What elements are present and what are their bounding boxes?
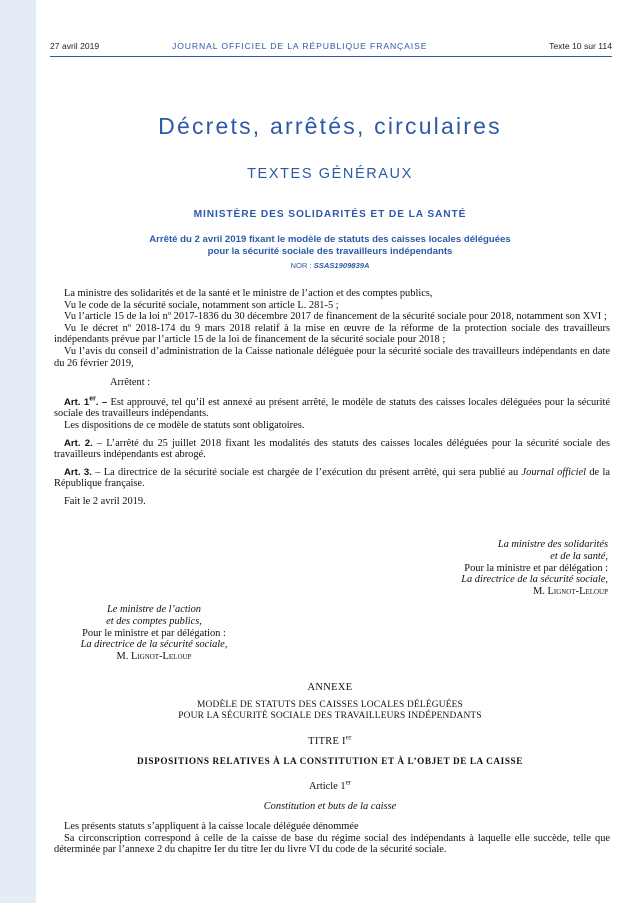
arrete-title-line1: Arrêté du 2 avril 2019 fixant le modèle de statuts des caisses locales déléguées [149,234,511,245]
article-3-text-a: La directrice de la sécurité sociale est chargée de l’exécution du présent arrêté, qui sera publié au [103,466,522,478]
constitution-heading: Constitution et buts de la caisse [263,801,397,812]
left-margin-strip [0,0,36,903]
fait-date: Fait le 2 avril 2019. [64,495,146,507]
annexe-article-label: Article 1 [308,781,346,792]
header-date: 27 avril 2019 [50,41,100,51]
article-1-paragraph-2: Les dispositions de ce modèle de statuts sont obligatoires. [64,419,305,431]
header-text-number: Texte 10 sur 114 [549,41,612,51]
arrete-body [54,288,610,508]
article-2-label: Art. 2. [64,437,93,449]
article-1-dash: . – [95,396,111,408]
journal-page [44,0,616,903]
visa-code: Vu le code de la sécurité sociale, notamment son article L. 281-5 ; [64,299,339,311]
visa-decret: Vu le décret nº 2018-174 du 9 mars 2018 relatif à la mise en œuvre de la réforme de la protection sociale des travailleurs indépendants prévue par l’article 15 de la loi de financement de la sécurité sociale pour 2018 ; [54,322,610,346]
sig-right-line4: La directrice de la sécurité sociale, [461,574,608,586]
sig-left-line2: et des comptes publics, [106,615,202,627]
sig-left-line4: La directrice de la sécurité sociale, [80,639,228,651]
nor-reference [44,261,616,270]
arretent: Arrêtent : [110,377,151,389]
article-3 [54,467,610,490]
annexe-article-sup: er [345,778,352,787]
arrete-title [74,234,586,257]
ministry-heading: MINISTÈRE DES SOLIDARITÉS ET DE LA SANTÉ [193,209,467,220]
sig-left-line3: Pour le ministre et par délégation : [82,627,226,639]
annexe-model-line1: MODÈLE DE STATUTS DES CAISSES LOCALES DÉLÉGUÉES [197,700,463,710]
signature-right [368,539,608,598]
annexe-body [54,821,610,856]
sig-right-line1: La ministre des solidarités [497,539,608,550]
nor-label: NOR : [290,261,314,270]
annexe-paragraph-1: Les présents statuts s’appliquent à la caisse locale déléguée dénommée [64,821,359,832]
annexe-article-heading [44,778,616,792]
header-rule [50,56,612,57]
article-1-sup: er [89,395,96,403]
section-title: Décrets, arrêtés, circulaires [158,113,502,139]
annexe-title: ANNEXE [307,682,353,693]
header-journal-title: JOURNAL OFFICIEL DE LA RÉPUBLIQUE FRANÇAISE [172,41,428,51]
titre-label: TITRE I [308,736,346,747]
signature-left [54,604,254,663]
sig-left-name: M. Lignot-Leloup [116,651,192,663]
annexe-model-line2: POUR LA SÉCURITÉ SOCIALE DES TRAVAILLEURS INDÉPENDANTS [178,711,482,722]
visa-avis: Vu l’avis du conseil d’administration de la Caisse nationale déléguée pour la sécurité sociale des travailleurs indépendants en date du 26 février 2019, [54,345,610,369]
arrete-title-line2: pour la sécurité sociale des travailleurs indépendants [207,245,453,257]
article-3-dash: – [91,466,104,478]
article-2 [54,438,610,461]
annexe-model-title [44,700,616,723]
article-2-dash: – [92,437,107,449]
titre-heading [44,733,616,747]
dispositions-heading: DISPOSITIONS RELATIVES À LA CONSTITUTION ET À L’OBJET DE LA CAISSE [137,756,523,766]
article-3-journal-officiel: Journal officiel [521,466,587,478]
sig-right-line2: et de la santé, [550,550,608,562]
annexe-paragraph-2: Sa circonscription correspond à celle de la caisse de base du régime social des indépendants à laquelle elle succède, telle que déterminée par l’annexe 2 du chapitre Ier du titre Ier du livre VI du code de la sécurité sociale. [54,832,610,856]
article-2-text: L’arrêté du 25 juillet 2018 fixant les modalités des statuts des caisses locales déléguées pour la sécurité sociale des travailleurs indépendants est abrogé. [54,437,610,461]
nor-code: SSAS1909839A [313,261,370,270]
article-3-label: Art. 3. [64,466,92,478]
sig-right-name: M. Lignot-Leloup [533,586,608,598]
visa-loi: Vu l’article 15 de la loi nº 2017-1836 du 30 décembre 2017 de financement de la sécurité sociale pour 2018, notamment son XVI ; [64,311,607,323]
preamble-ministers: La ministre des solidarités et de la santé et le ministre de l’action et des comptes publics, [64,288,433,299]
article-1-label: Art. 1 [64,396,90,408]
article-3-text-b: de la République française. [54,466,610,490]
titre-sup: er [345,733,352,742]
article-1-text: Est approuvé, tel qu’il est annexé au présent arrêté, le modèle de statuts des caisses locales déléguées pour la sécurité sociale des travailleurs indépendants. [54,396,610,420]
sig-right-line3: Pour la ministre et par délégation : [464,562,608,574]
article-1 [54,397,610,420]
subsection-title: TEXTES GÉNÉRAUX [247,166,413,182]
sig-left-line1: Le ministre de l’action [107,604,201,615]
page-header [44,41,616,55]
